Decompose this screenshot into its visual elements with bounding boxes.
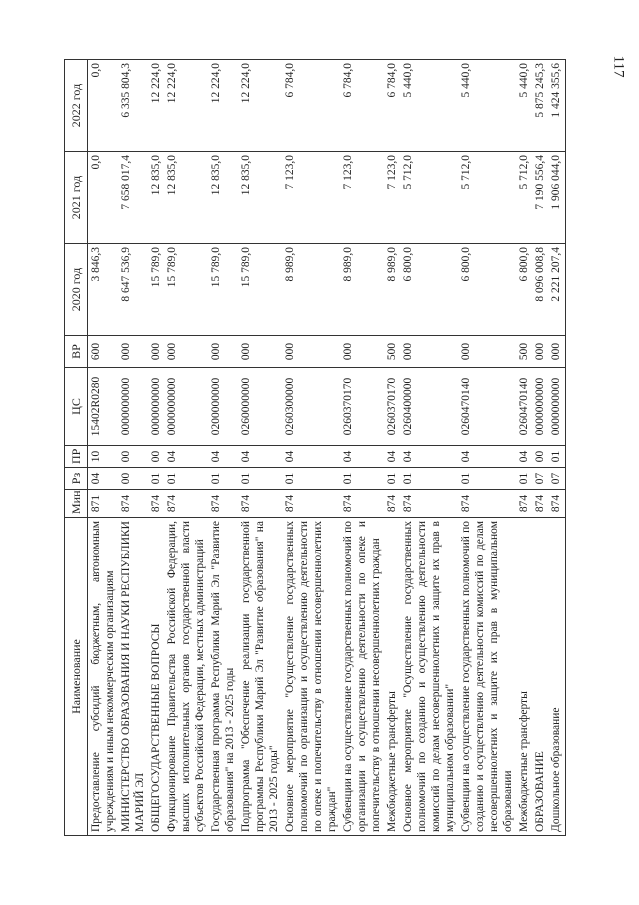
row-2020: 15 789,0 <box>238 244 282 336</box>
row-vr: 000 <box>148 336 164 368</box>
row-pr: 10 <box>88 446 119 468</box>
row-cs: 15402R0280 <box>88 368 119 446</box>
row-vr: 000 <box>238 336 282 368</box>
table-row <box>400 60 458 836</box>
row-cs: 0200000000 <box>208 368 238 446</box>
row-2021: 7 123,0 <box>340 152 384 244</box>
row-name: Дошкольное образование <box>548 518 565 836</box>
table-row <box>148 60 164 836</box>
row-vr: 500 <box>384 336 400 368</box>
row-vr: 000 <box>118 336 148 368</box>
row-rz: 00 <box>118 468 148 490</box>
row-2021: 7 123,0 <box>282 152 340 244</box>
row-pr: 04 <box>208 446 238 468</box>
row-pr: 04 <box>384 446 400 468</box>
row-vr: 000 <box>164 336 208 368</box>
row-2022: 12 224,0 <box>164 60 208 152</box>
header-row <box>65 60 88 836</box>
row-2022: 12 224,0 <box>238 60 282 152</box>
row-rz: 07 <box>548 468 565 490</box>
row-pr: 04 <box>340 446 384 468</box>
row-cs: 0260000000 <box>238 368 282 446</box>
header-pr: ПР <box>65 446 88 468</box>
row-min: 874 <box>164 490 208 518</box>
row-min: 874 <box>532 490 548 518</box>
row-min: 874 <box>400 490 458 518</box>
row-name: Межбюджетные трансферты <box>516 518 532 836</box>
row-pr: 01 <box>548 446 565 468</box>
row-2021: 12 835,0 <box>208 152 238 244</box>
row-rz: 01 <box>458 468 516 490</box>
row-cs: 0260470140 <box>458 368 516 446</box>
row-rz: 04 <box>88 468 119 490</box>
row-2021: 5 712,0 <box>400 152 458 244</box>
row-2020: 8 989,0 <box>384 244 400 336</box>
row-min: 874 <box>118 490 148 518</box>
row-cs: 0260370170 <box>384 368 400 446</box>
row-2022: 5 440,0 <box>400 60 458 152</box>
table-row <box>282 60 340 836</box>
row-cs: 0000000000 <box>148 368 164 446</box>
row-name: Предоставление субсидий бюджетным, автономным учреждениям и иным некоммерческим организациям <box>88 518 119 836</box>
row-rz: 01 <box>340 468 384 490</box>
row-rz: 01 <box>282 468 340 490</box>
row-name: Подпрограмма "Обеспечение реализации государственной программы Республики Марий Эл "Развитие образования" на 2013 - 2025 годы" <box>238 518 282 836</box>
row-2022: 6 784,0 <box>282 60 340 152</box>
row-2020: 8 989,0 <box>282 244 340 336</box>
row-2020: 8 096 008,8 <box>532 244 548 336</box>
row-pr: 04 <box>400 446 458 468</box>
row-pr: 04 <box>458 446 516 468</box>
row-name: Государственная программа Республики Марий Эл "Развитие образования" на 2013 - 2025 годы <box>208 518 238 836</box>
row-name: ОБРАЗОВАНИЕ <box>532 518 548 836</box>
row-pr: 00 <box>532 446 548 468</box>
row-rz: 01 <box>238 468 282 490</box>
row-2020: 15 789,0 <box>148 244 164 336</box>
table-body <box>88 60 566 836</box>
row-min: 874 <box>340 490 384 518</box>
row-pr: 04 <box>238 446 282 468</box>
table-row <box>340 60 384 836</box>
row-cs: 0000000000 <box>164 368 208 446</box>
row-vr: 600 <box>88 336 119 368</box>
table-row <box>548 60 565 836</box>
row-cs: 0260370170 <box>340 368 384 446</box>
row-pr: 00 <box>148 446 164 468</box>
row-2021: 5 712,0 <box>458 152 516 244</box>
row-cs: 0260300000 <box>282 368 340 446</box>
row-vr: 000 <box>458 336 516 368</box>
row-2022: 12 224,0 <box>208 60 238 152</box>
row-name: ОБЩЕГОСУДАРСТВЕННЫЕ ВОПРОСЫ <box>148 518 164 836</box>
table-row <box>384 60 400 836</box>
row-vr: 500 <box>516 336 532 368</box>
row-2020: 6 800,0 <box>458 244 516 336</box>
page-number: 117 <box>610 55 627 78</box>
row-2021: 12 835,0 <box>238 152 282 244</box>
row-cs: 0000000000 <box>118 368 148 446</box>
row-2022: 5 440,0 <box>458 60 516 152</box>
header-2020: 2020 год <box>65 244 88 336</box>
row-2021: 5 712,0 <box>516 152 532 244</box>
row-name: Субвенции на осуществление государственных полномочий по организации и осуществлению деятельности по опеке и попечительству в отношении несовершеннолетних граждан <box>340 518 384 836</box>
row-2020: 6 800,0 <box>400 244 458 336</box>
row-2021: 12 835,0 <box>164 152 208 244</box>
header-name: Наименование <box>65 518 88 836</box>
row-2020: 15 789,0 <box>208 244 238 336</box>
row-2021: 7 658 017,4 <box>118 152 148 244</box>
row-rz: 01 <box>516 468 532 490</box>
row-cs: 0260470140 <box>516 368 532 446</box>
table-row <box>532 60 548 836</box>
header-cs: ЦС <box>65 368 88 446</box>
header-2022: 2022 год <box>65 60 88 152</box>
row-2020: 8 989,0 <box>340 244 384 336</box>
row-2020: 3 846,3 <box>88 244 119 336</box>
row-rz: 07 <box>532 468 548 490</box>
row-name: Основное мероприятие "Осуществление государственных полномочий по созданию и осуществлению деятельности комиссий по делам несовершеннолетних и защите их прав в муниципальном образовании" <box>400 518 458 836</box>
row-rz: 01 <box>400 468 458 490</box>
table-row <box>516 60 532 836</box>
row-pr: 04 <box>282 446 340 468</box>
row-name: Основное мероприятие "Осуществление государственных полномочий по организации и осуществлению деятельности по опеке и попечительству в отношении несовершеннолетних граждан" <box>282 518 340 836</box>
rotated-page <box>64 60 582 836</box>
row-min: 874 <box>384 490 400 518</box>
row-2021: 0,0 <box>88 152 119 244</box>
row-min: 874 <box>548 490 565 518</box>
row-min: 874 <box>516 490 532 518</box>
row-vr: 000 <box>532 336 548 368</box>
row-min: 874 <box>282 490 340 518</box>
row-2022: 12 224,0 <box>148 60 164 152</box>
row-vr: 000 <box>548 336 565 368</box>
row-min: 874 <box>208 490 238 518</box>
row-2022: 6 784,0 <box>340 60 384 152</box>
row-2022: 1 424 355,6 <box>548 60 565 152</box>
table-row <box>208 60 238 836</box>
table-row <box>118 60 148 836</box>
row-vr: 000 <box>282 336 340 368</box>
row-rz: 01 <box>164 468 208 490</box>
row-2022: 5 875 245,3 <box>532 60 548 152</box>
row-pr: 04 <box>164 446 208 468</box>
row-min: 874 <box>148 490 164 518</box>
row-2020: 8 647 536,9 <box>118 244 148 336</box>
header-rz: Рз <box>65 468 88 490</box>
row-2020: 6 800,0 <box>516 244 532 336</box>
header-vr: ВР <box>65 336 88 368</box>
row-rz: 01 <box>384 468 400 490</box>
row-vr: 000 <box>340 336 384 368</box>
table-row <box>458 60 516 836</box>
row-name: Функционирование Правительства Российской Федерации, высших исполнительных органов государственной власти субъектов Российской Федерации, местных администраций <box>164 518 208 836</box>
row-2022: 5 440,0 <box>516 60 532 152</box>
row-rz: 01 <box>148 468 164 490</box>
row-min: 874 <box>238 490 282 518</box>
row-2022: 0,0 <box>88 60 119 152</box>
row-2022: 6 335 804,3 <box>118 60 148 152</box>
row-2020: 2 221 207,4 <box>548 244 565 336</box>
row-pr: 00 <box>118 446 148 468</box>
row-min: 874 <box>458 490 516 518</box>
row-rz: 01 <box>208 468 238 490</box>
header-2021: 2021 год <box>65 152 88 244</box>
row-2021: 7 190 556,4 <box>532 152 548 244</box>
row-2021: 1 906 044,0 <box>548 152 565 244</box>
row-pr: 04 <box>516 446 532 468</box>
row-vr: 000 <box>208 336 238 368</box>
table-row <box>164 60 208 836</box>
row-cs: 0260400000 <box>400 368 458 446</box>
row-vr: 000 <box>400 336 458 368</box>
header-min: Мин <box>65 490 88 518</box>
row-2021: 7 123,0 <box>384 152 400 244</box>
row-name: МИНИСТЕРСТВО ОБРАЗОВАНИЯ И НАУКИ РЕСПУБЛИКИ МАРИЙ ЭЛ <box>118 518 148 836</box>
table-row <box>88 60 119 836</box>
budget-table <box>64 59 566 836</box>
row-cs: 0000000000 <box>548 368 565 446</box>
row-2021: 12 835,0 <box>148 152 164 244</box>
row-2020: 15 789,0 <box>164 244 208 336</box>
row-cs: 0000000000 <box>532 368 548 446</box>
row-2022: 6 784,0 <box>384 60 400 152</box>
table-row <box>238 60 282 836</box>
row-name: Субвенции на осуществление государственных полномочий по созданию и осуществлению деятельности комиссий по делам несовершеннолетних и защите их прав в муниципальном образовании <box>458 518 516 836</box>
row-min: 871 <box>88 490 119 518</box>
row-name: Межбюджетные трансферты <box>384 518 400 836</box>
